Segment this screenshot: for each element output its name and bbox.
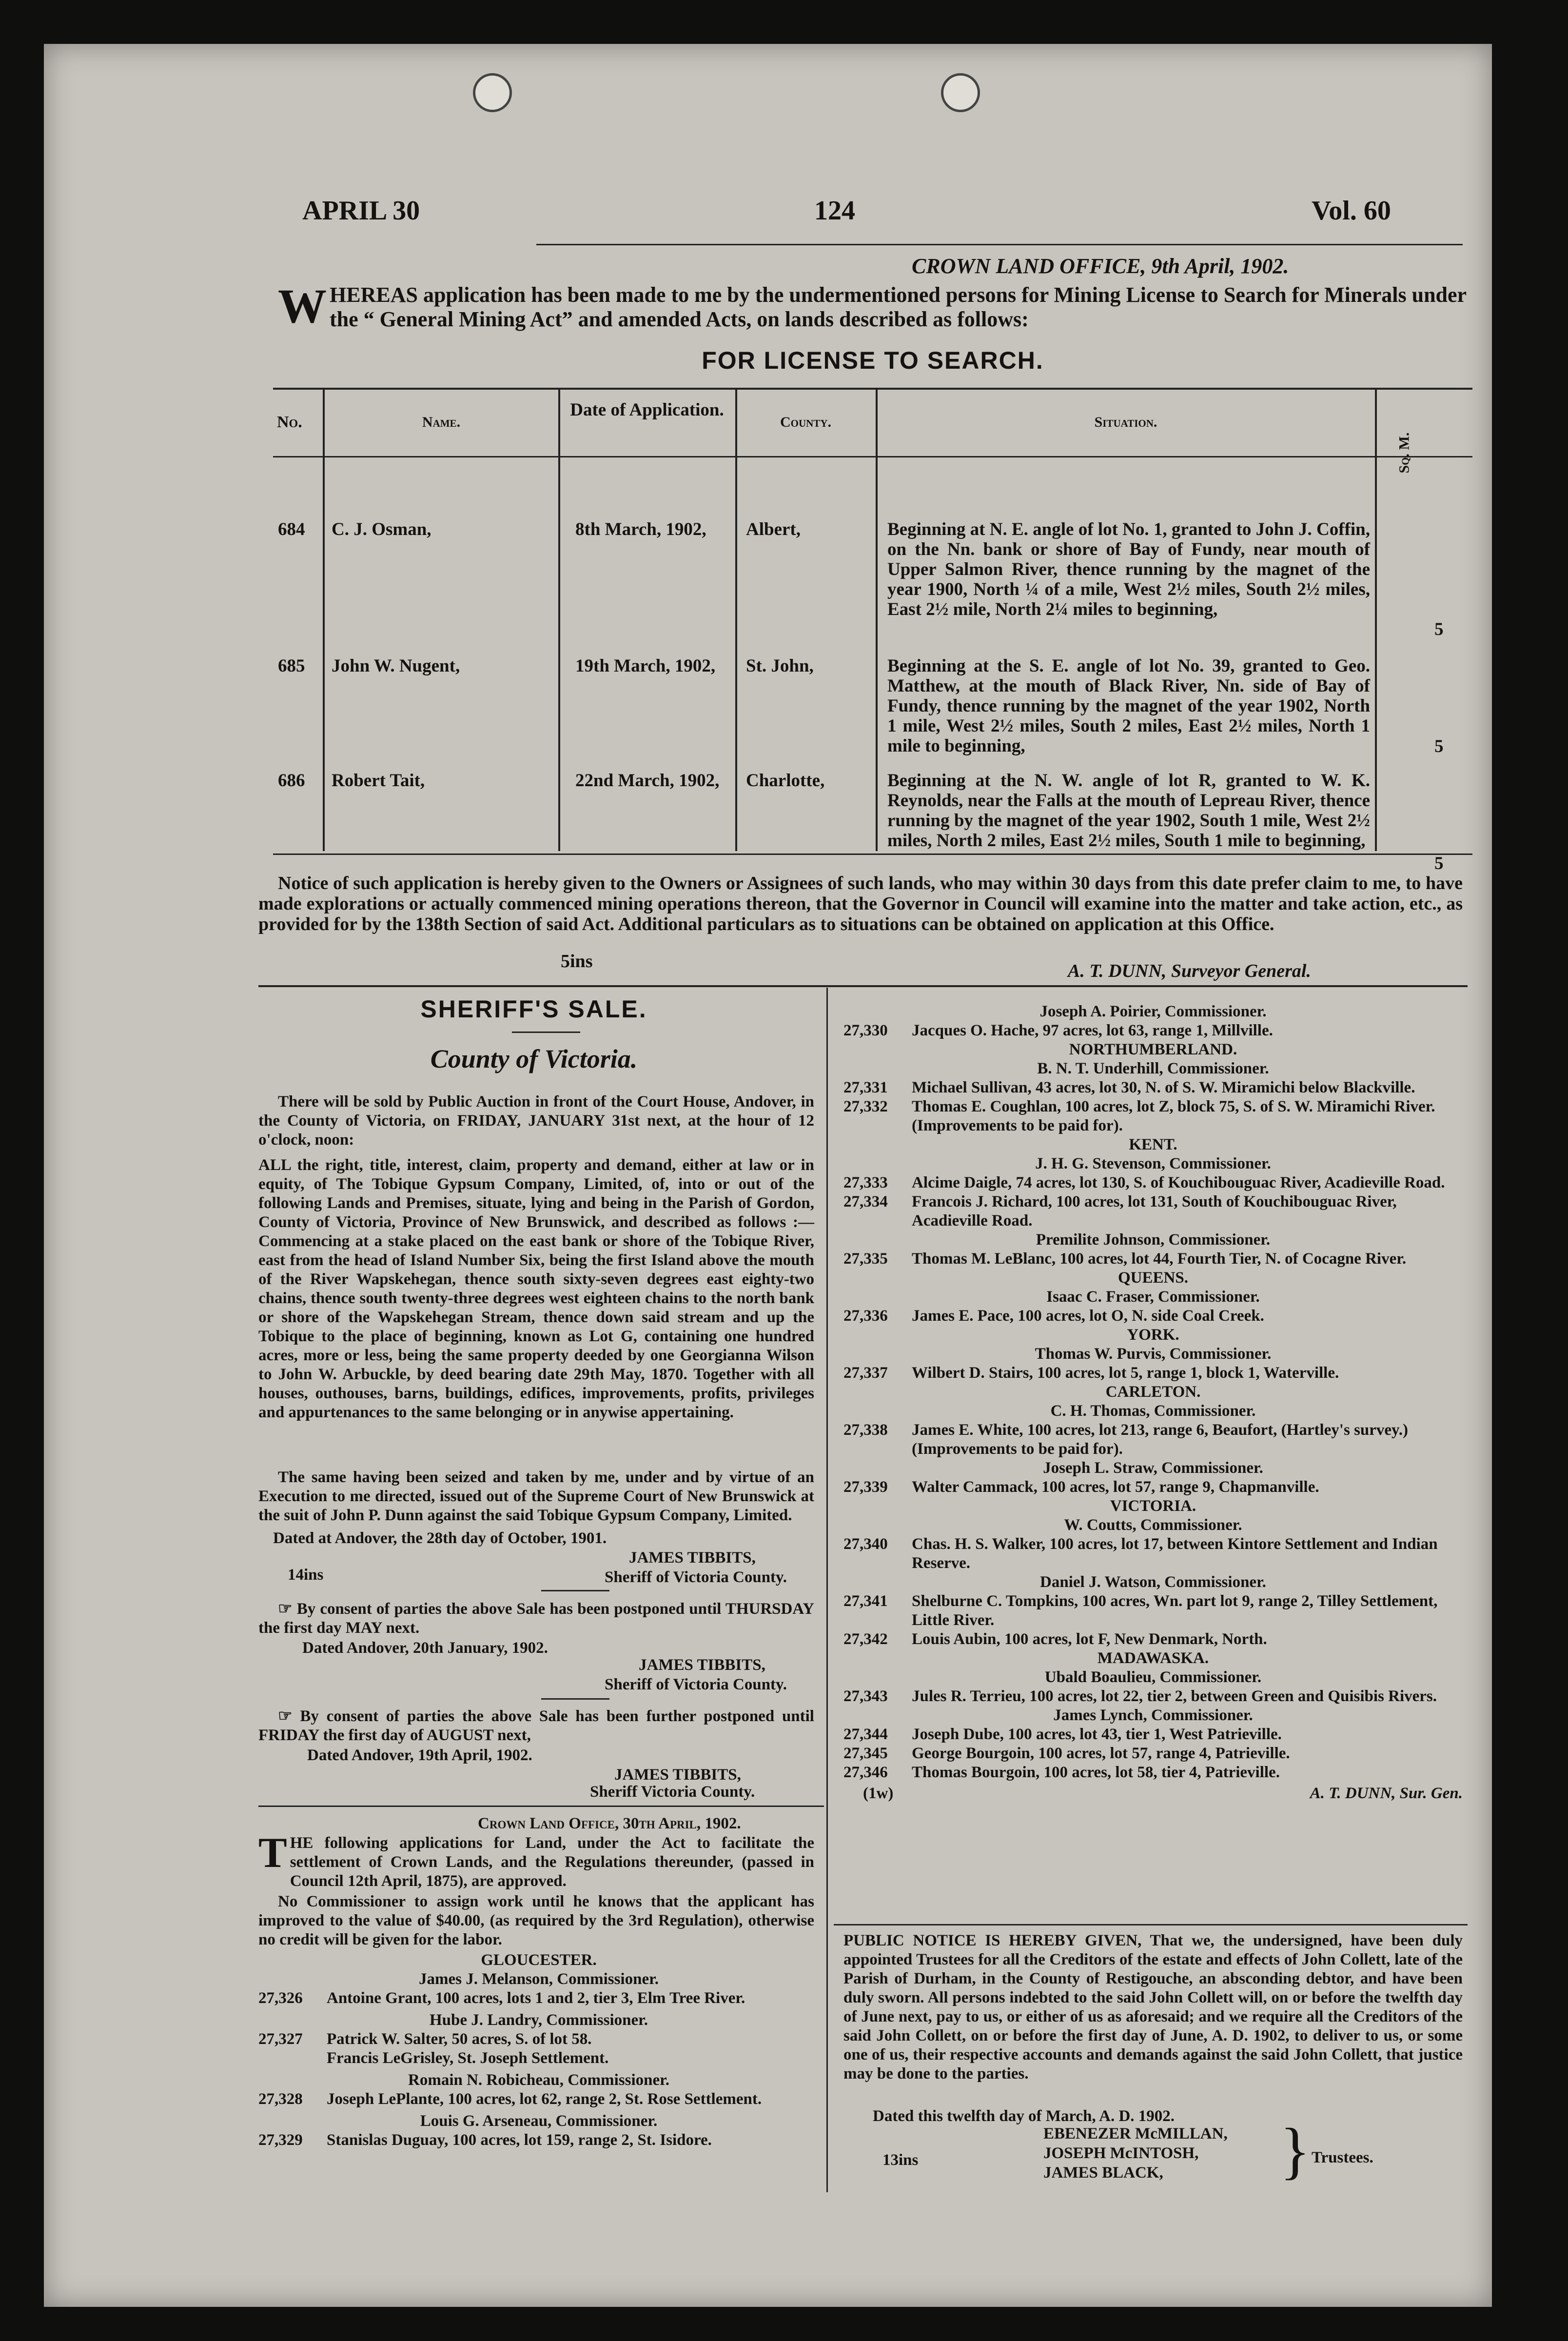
county-heading: CARLETON.: [1105, 1383, 1201, 1401]
entry-number: 27,344: [843, 1726, 888, 1743]
postponement2-text: By consent of parties the above Sale has been further postponed until FRIDAY the first day of AUGUST next,: [258, 1707, 814, 1744]
county-heading: VICTORIA.: [1110, 1497, 1196, 1515]
trustee-name: JAMES BLACK,: [1043, 2164, 1163, 2182]
commissioner: Louis G. Arseneau, Commissioner.: [420, 2112, 658, 2130]
list-item: [258, 1989, 819, 2008]
crown-notice-text: Notice of such application is hereby given to the Owners or Assignees of such lands, who may within 30 days from this date prefer claim to me, to have made explorations or actually commenced mining operations thereon, that the Governor in Council will examine into the matter and take action, etc., as provided for by the 138th Section of said Act. Additional particulars as to situations can be obtained on application at this Office.: [258, 873, 1463, 934]
ornament-rule: [512, 1032, 580, 1033]
entry-number: 27,332: [843, 1098, 888, 1115]
table-top-rule: [273, 388, 1472, 390]
entry-text: Stanislas Duguay, 100 acres, lot 159, range 2, St. Isidore.: [327, 2131, 712, 2149]
entry-number: 27,337: [843, 1364, 888, 1382]
public-notice-ins: 13ins: [882, 2151, 919, 2169]
trustees-list: [1043, 2124, 1228, 2182]
crown-ins: 5ins: [561, 951, 593, 972]
commissioner: Premilite Johnson, Commissioner.: [1036, 1231, 1271, 1249]
trustees-label: Trustees.: [1312, 2149, 1373, 2166]
commissioner: Joseph L. Straw, Commissioner.: [1043, 1459, 1263, 1477]
header-date: APRIL 30: [302, 196, 420, 226]
list-item: [843, 1478, 1463, 1497]
entry-number: 27,329: [258, 2131, 303, 2149]
column-divider: [826, 988, 828, 2192]
sheriff-sig1-title: Sheriff of Victoria County.: [605, 1568, 787, 1586]
binder-hole: [473, 73, 512, 112]
sheriff-sig2-title: Sheriff of Victoria County.: [605, 1676, 787, 1693]
list-item: [258, 2049, 819, 2068]
commissioner: James J. Melanson, Commissioner.: [419, 1970, 659, 1988]
crown-intro: [278, 279, 1468, 333]
county-heading: GLOUCESTER.: [481, 1951, 597, 1969]
entry-text: Joseph LePlante, 100 acres, lot 62, range 2, St. Rose Settlement.: [327, 2090, 762, 2108]
list-item: [843, 1250, 1463, 1269]
entry-number: 27,334: [843, 1193, 888, 1210]
list-item: [843, 1078, 1463, 1097]
apps-left-list: [258, 1951, 819, 2150]
sheriff-county: County of Victoria.: [430, 1044, 638, 1073]
list-item: [843, 1421, 1463, 1459]
binder-hole: [941, 73, 980, 112]
sheriff-title: SHERIFF'S SALE.: [420, 995, 647, 1023]
commissioner: Hube J. Landry, Commissioner.: [429, 2011, 648, 2029]
commissioner: James Lynch, Commissioner.: [1053, 1706, 1253, 1724]
trustee-name: JOSEPH McINTOSH,: [1043, 2144, 1199, 2162]
entry-number: 27,327: [258, 2030, 303, 2048]
postponement1-text: By consent of parties the above Sale has been postponed until THURSDAY the first day MAY next.: [258, 1600, 814, 1637]
application-date: 22nd March, 1902,: [575, 771, 720, 791]
apps-insertion-mark: (1w): [863, 1785, 894, 1802]
applicant-name: John W. Nugent,: [332, 656, 460, 676]
license-heading: FOR LICENSE TO SEARCH.: [702, 347, 1044, 374]
list-item: [843, 1364, 1463, 1383]
commissioner: Thomas W. Purvis, Commissioner.: [1035, 1345, 1272, 1363]
list-item: [843, 1763, 1463, 1782]
list-item: [258, 2030, 819, 2049]
col-header-date: Date of Application.: [570, 400, 724, 420]
col-header-no: No.: [277, 413, 302, 431]
table-bottom-rule: [273, 853, 1472, 855]
row-number: 684: [278, 519, 305, 539]
header-rule: [536, 244, 1463, 245]
col-divider: [323, 388, 325, 851]
drop-cap: T: [258, 1829, 287, 1877]
entry-text: Francois J. Richard, 100 acres, lot 131, South of Kouchibouguac River, Acadieville Road.: [912, 1193, 1397, 1230]
sheriff-sig2-name: JAMES TIBBITS,: [639, 1656, 765, 1674]
sheriff-p1: There will be sold by Public Auction in front of the Court House, Andover, in the County of Victoria, on FRIDAY, JANUARY 31st next, at the hour of 12 o'clock, noon:: [258, 1093, 814, 1149]
entry-number: 27,342: [843, 1630, 888, 1648]
entry-text: Jacques O. Hache, 97 acres, lot 63, range 1, Millville.: [912, 1022, 1273, 1039]
entry-text: Alcime Daigle, 74 acres, lot 130, S. of Kouchibouguac River, Acadieville Road.: [912, 1174, 1445, 1191]
hand-pointer-icon: ☞: [278, 1707, 300, 1725]
list-item: [843, 1725, 1463, 1744]
crown-signature: A. T. DUNN, Surveyor General.: [1068, 961, 1311, 981]
list-item: [843, 1744, 1463, 1763]
crown-office-dateline: CROWN LAND OFFICE, 9th April, 1902.: [912, 254, 1289, 278]
list-item: [843, 1307, 1463, 1326]
commissioner: Ubald Boaulieu, Commissioner.: [1044, 1668, 1262, 1686]
application-date: 8th March, 1902,: [575, 519, 706, 539]
entry-text: Thomas E. Coughlan, 100 acres, lot Z, block 75, S. of S. W. Miramichi River. (Improvements to be paid for).: [912, 1098, 1435, 1134]
applicant-name: C. J. Osman,: [332, 519, 431, 539]
list-item: [843, 1192, 1463, 1230]
header-volume: Vol. 60: [1312, 196, 1391, 226]
list-item: [843, 1097, 1463, 1135]
situation: Beginning at the S. E. angle of lot No. 39, granted to Geo. Matthew, at the mouth of Black River, Nn. side of Bay of Fundy, thence running by the magnet of the year 1902, North 1 mile, West 2½ miles, South 2 miles, East 2½ miles, North 1 mile to beginning,: [887, 656, 1370, 756]
col-header-situation: Situation.: [1094, 414, 1157, 430]
list-item: [258, 2090, 819, 2109]
crown-intro-text: HEREAS application has been made to me by the undermentioned persons for Mining License to Search for Minerals under the “ General Mining Act” and amended Acts, on lands described as follows:: [330, 283, 1467, 331]
sheriff-sig1-name: JAMES TIBBITS,: [629, 1549, 756, 1567]
apps-dateline: Crown Land Office, 30th April, 1902.: [478, 1815, 741, 1832]
entry-number: 27,339: [843, 1478, 888, 1496]
gazette-page: [44, 44, 1492, 2307]
commissioner: Joseph A. Poirier, Commissioner.: [1039, 1003, 1267, 1020]
commissioner: J. H. G. Stevenson, Commissioner.: [1035, 1155, 1271, 1172]
entry-text: Chas. H. S. Walker, 100 acres, lot 17, between Kintore Settlement and Indian Reserve.: [912, 1535, 1438, 1572]
col-header-sqm: Sq. M.: [1396, 432, 1412, 474]
application-date: 19th March, 1902,: [575, 656, 716, 676]
entry-number: 27,346: [843, 1764, 888, 1781]
applicant-name: Robert Tait,: [332, 771, 425, 791]
drop-cap: W: [278, 279, 327, 333]
short-rule: [541, 1590, 609, 1591]
public-notice-text: PUBLIC NOTICE IS HEREBY GIVEN, That we, the undersigned, have been duly appointed Trustees for all the Creditors of the estate and effects of John Collett, late of the Parish of Durham, in the County of Restigouche, an absconding debtor, and have been duly sworn. All persons indebted to the said John Collett will, on or before the twelfth day of June next, pay to us, or either of us as aforesaid; and we require all the Creditors of the said John Collett, on or before the first day of June, A. D. 1902, to deliver to us, or some one of us, their respective accounts and demands against the said John Collett, that justice may be done to the parties.: [843, 1932, 1463, 2083]
sheriff-ins: 14ins: [288, 1566, 324, 1584]
county-heading: NORTHUMBERLAND.: [1069, 1041, 1237, 1058]
sheriff-sig3-title: Sheriff Victoria County.: [590, 1783, 755, 1801]
square-miles: 5: [1434, 853, 1444, 873]
list-item: [843, 1021, 1463, 1040]
apps-note: No Commissioner to assign work until he knows that the applicant has improved to the value of $40.00, (as required by the 3rd Regulation), otherwise no credit will be given for the labor.: [258, 1893, 814, 1948]
entry-text: Walter Cammack, 100 acres, lot 57, range 9, Chapmanville.: [912, 1478, 1319, 1496]
col-divider: [1375, 388, 1377, 851]
list-item: [843, 1535, 1463, 1573]
entry-text: Francis LeGrisley, St. Joseph Settlement.: [327, 2049, 609, 2067]
section-rule: [258, 985, 1468, 987]
col-header-county: County.: [780, 414, 831, 430]
entry-text: Thomas Bourgoin, 100 acres, lot 58, tier 4, Patrieville.: [912, 1764, 1280, 1781]
public-notice-dated: Dated this twelfth day of March, A. D. 1902.: [873, 2107, 1175, 2125]
list-item: [843, 1630, 1463, 1649]
hand-pointer-icon: ☞: [278, 1600, 297, 1618]
entry-text: George Bourgoin, 100 acres, lot 57, range 4, Patrieville.: [912, 1745, 1290, 1762]
table-header-rule: [273, 456, 1472, 457]
row-number: 685: [278, 656, 305, 676]
county-heading: YORK.: [1127, 1326, 1179, 1344]
entry-text: Shelburne C. Tompkins, 100 acres, Wn. part lot 9, range 2, Tilley Settlement, Little River.: [912, 1592, 1438, 1629]
situation: Beginning at N. E. angle of lot No. 1, granted to John J. Coffin, on the Nn. bank or shore of Bay of Fundy, near mouth of Upper Salmon River, thence running by the magnet of the year 1900, North ¼ of a mile, West 2½ miles, South 2½ miles, East 2½ mile, North 2¼ miles to beginning,: [887, 519, 1370, 619]
county: Charlotte,: [746, 771, 825, 791]
entry-text: Antoine Grant, 100 acres, lots 1 and 2, tier 3, Elm Tree River.: [327, 1989, 745, 2007]
apps-signature: A. T. DUNN, Sur. Gen.: [1310, 1785, 1463, 1802]
commissioner: B. N. T. Underhill, Commissioner.: [1037, 1060, 1269, 1077]
commissioner: W. Coutts, Commissioner.: [1064, 1516, 1242, 1534]
entry-text: Jules R. Terrieu, 100 acres, lot 22, tier 2, between Green and Quisibis Rivers.: [912, 1687, 1437, 1705]
commissioner: Romain N. Robicheau, Commissioner.: [408, 2071, 669, 2089]
entry-text: Wilbert D. Stairs, 100 acres, lot 5, range 1, block 1, Waterville.: [912, 1364, 1339, 1382]
entry-number: 27,326: [258, 1989, 303, 2007]
entry-number: 27,345: [843, 1745, 888, 1762]
situation: Beginning at the N. W. angle of lot R, granted to W. K. Reynolds, near the Falls at the mouth of Lepreau River, thence running by the magnet of the year 1902, South 1 mile, West 2½ miles, North 2 miles, East 2½ miles, South 1 mile to beginning,: [887, 771, 1370, 851]
sheriff-dated2: Dated Andover, 20th January, 1902.: [302, 1639, 548, 1657]
entry-text: Louis Aubin, 100 acres, lot F, New Denmark, North.: [912, 1630, 1267, 1648]
entry-text: James E. Pace, 100 acres, lot O, N. side Coal Creek.: [912, 1307, 1264, 1325]
sheriff-p3: The same having been seized and taken by me, under and by virtue of an Execution to me directed, issued out of the Supreme Court of New Brunswick at the suit of John P. Dunn against the said Tobique Gypsum Company, Limited.: [258, 1468, 814, 1524]
commissioner: Isaac C. Fraser, Commissioner.: [1046, 1288, 1260, 1306]
entry-number: 27,341: [843, 1592, 888, 1610]
entry-number: 27,333: [843, 1174, 888, 1191]
commissioner: C. H. Thomas, Commissioner.: [1050, 1402, 1256, 1420]
entry-text: James E. White, 100 acres, lot 213, range 6, Beaufort, (Hartley's survey.) (Improvements to be paid for).: [912, 1421, 1408, 1458]
trustee-name: EBENEZER McMILLAN,: [1043, 2125, 1228, 2143]
apps-right-list: [843, 1002, 1463, 1803]
entry-text: Thomas M. LeBlanc, 100 acres, lot 44, Fourth Tier, N. of Cocagne River.: [912, 1250, 1407, 1268]
sheriff-sig3-name: JAMES TIBBITS,: [614, 1766, 741, 1784]
list-item: [843, 1173, 1463, 1192]
row-number: 686: [278, 771, 305, 791]
page-number: 124: [814, 196, 855, 226]
entry-number: 27,331: [843, 1079, 888, 1096]
section-rule: [834, 1924, 1468, 1925]
col-divider: [876, 388, 878, 851]
sheriff-dated1: Dated at Andover, the 28th day of October, 1901.: [273, 1529, 607, 1547]
entry-number: 27,336: [843, 1307, 888, 1325]
entry-number: 27,330: [843, 1022, 888, 1039]
square-miles: 5: [1434, 619, 1444, 639]
sheriff-postponement2: [258, 1707, 814, 1745]
sheriff-dated3: Dated Andover, 19th April, 1902.: [307, 1746, 532, 1764]
apps-intro: [258, 1829, 814, 1891]
entry-number: 27,335: [843, 1250, 888, 1268]
county-heading: QUEENS.: [1118, 1269, 1188, 1287]
entry-number: 27,340: [843, 1535, 888, 1553]
section-rule: [258, 1805, 824, 1807]
county: Albert,: [746, 519, 801, 539]
entry-text: Patrick W. Salter, 50 acres, S. of lot 58.: [327, 2030, 592, 2048]
list-item: [258, 2131, 819, 2150]
entry-number: 27,338: [843, 1421, 888, 1439]
brace-icon: }: [1280, 2116, 1311, 2186]
commissioner: Daniel J. Watson, Commissioner.: [1040, 1573, 1266, 1591]
sheriff-postponement1: [258, 1600, 814, 1638]
county-heading: KENT.: [1129, 1136, 1177, 1153]
entry-number: 27,343: [843, 1687, 888, 1705]
square-miles: 5: [1434, 736, 1444, 756]
apps-intro-text: HE following applications for Land, under the Act to facilitate the settlement of Crown Lands, and the Regulations thereunder, (passed in Council 12th April, 1875), are approved.: [290, 1834, 814, 1890]
apps-footer: [843, 1784, 1463, 1803]
entry-text: Joseph Dube, 100 acres, lot 43, tier 1, West Patrieville.: [912, 1726, 1282, 1743]
entry-number: [258, 2049, 327, 2068]
col-divider: [558, 388, 560, 851]
entry-number: 27,328: [258, 2090, 303, 2108]
county: St. John,: [746, 656, 814, 676]
entry-text: Michael Sullivan, 43 acres, lot 30, N. of S. W. Miramichi below Blackville.: [912, 1079, 1415, 1096]
county-heading: MADAWASKA.: [1097, 1649, 1209, 1667]
col-divider: [735, 388, 737, 851]
list-item: [843, 1687, 1463, 1706]
sheriff-p2: ALL the right, title, interest, claim, property and demand, either at law or in equity, of The Tobique Gypsum Company, Limited, of, into or out of the following Lands and Premises, situate, lying and being in the Parish of Gordon, County of Victoria, Province of New Brunswick, and described as follows :—Commencing at a stake placed on the east bank or shore of the Tobique River, east from the head of Island Number Six, being the first Island above the mouth of the River Wapskehegan, thence south sixty-seven degrees east eighty-two chains, thence south twenty-three degrees west eighteen chains to the north bank or shore of the Wapskehegan Stream, thence down said stream and up the Tobique to the place of beginning, known as Lot G, containing one hundred acres, more or less, being the same property deeded by one Georgianna Wilson to John W. Arbuckle, by deed bearing date 29th May, 1870. Together with all houses, outhouses, barns, buildings, edifices, improvements, profits, privileges and appurtenances to the same belonging or in anywise appertaining.: [258, 1156, 814, 1421]
col-header-name: Name.: [422, 414, 461, 430]
short-rule: [541, 1698, 609, 1700]
list-item: [843, 1592, 1463, 1630]
